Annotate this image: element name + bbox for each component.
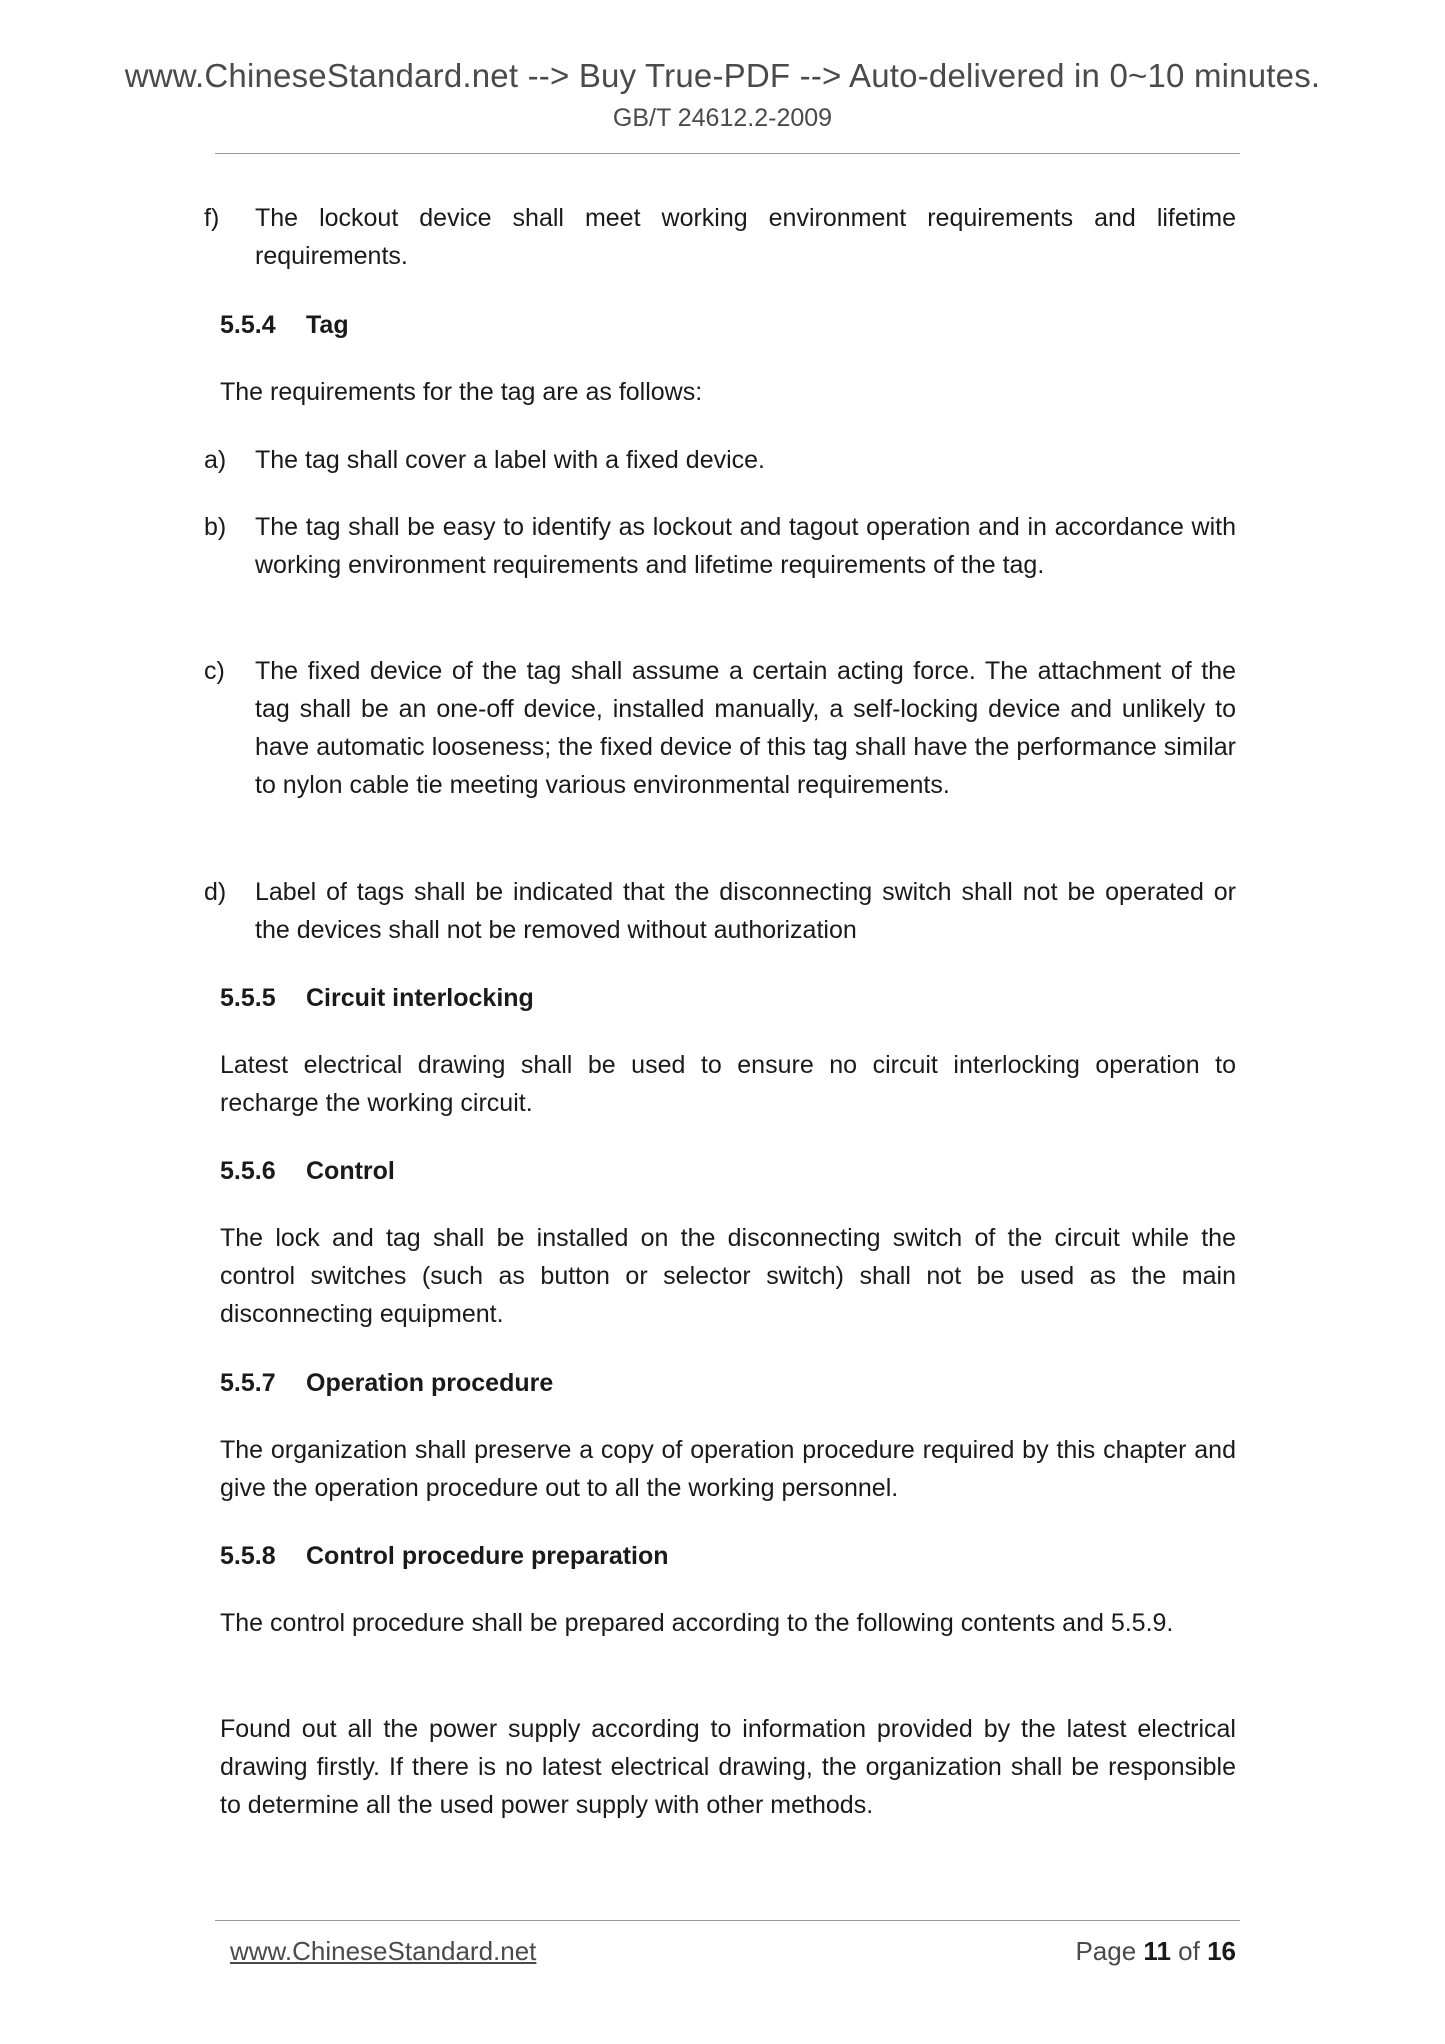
paragraph: Found out all the power supply according to information provided by the latest electrical drawing firstly. If there is no latest electrical drawing, the organization shall be responsible to determine all the used power supply with other methods. (220, 1715, 1236, 1819)
list-marker: a) (204, 446, 227, 474)
paragraph: The lock and tag shall be installed on the disconnecting switch of the circuit while the control switches (such as button or selector switch) shall not be used as the main disconnecting equipment. (220, 1224, 1236, 1328)
section-number: 5.5.5 (220, 984, 276, 1012)
list-item-text: The tag shall be easy to identify as lockout and tagout operation and in accordance with working environment requirements and lifetime requirements of the tag. (255, 513, 1236, 579)
list-item-text: The lockout device shall meet working environment requirements and lifetime requirements. (255, 204, 1236, 270)
total-pages: 16 (1207, 1936, 1236, 1966)
list-item-b (204, 508, 1236, 584)
list-marker: f) (204, 204, 220, 232)
list-item-text: The tag shall cover a label with a fixed device. (255, 446, 765, 474)
page-label: Page (1075, 1936, 1137, 1966)
section-title: Operation procedure (306, 1369, 554, 1397)
paragraph: The requirements for the tag are as follows: (220, 378, 703, 406)
footer-divider (215, 1920, 1240, 1921)
footer-website-link[interactable]: www.ChineseStandard.net (230, 1936, 537, 1966)
paragraph: The control procedure shall be prepared according to the following contents and 5.5.9. (220, 1609, 1174, 1637)
document-code: GB/T 24612.2-2009 (612, 104, 833, 132)
section-title: Circuit interlocking (306, 984, 534, 1012)
section-heading-5-5-4 (220, 306, 349, 344)
section-heading-5-5-7 (220, 1364, 553, 1402)
section-number: 5.5.4 (220, 311, 276, 339)
list-item-text: Label of tags shall be indicated that the disconnecting switch shall not be operated or the devices shall not be removed without authorization (255, 878, 1236, 944)
section-heading-5-5-8 (220, 1537, 669, 1575)
section-heading-5-5-6 (220, 1152, 395, 1190)
list-marker: c) (204, 657, 225, 685)
section-title: Control (306, 1157, 395, 1185)
section-title: Control procedure preparation (306, 1542, 669, 1570)
list-item-d (204, 873, 1236, 949)
of-label: of (1178, 1936, 1200, 1966)
section-number: 5.5.6 (220, 1157, 276, 1185)
list-marker: b) (204, 513, 227, 541)
page-header (0, 56, 1445, 134)
paragraph: The organization shall preserve a copy of operation procedure required by this chapter and give the operation procedure out to all the working personnel. (220, 1436, 1236, 1502)
section-heading-5-5-5 (220, 979, 534, 1017)
page-number (1075, 1936, 1236, 1967)
paragraph: Latest electrical drawing shall be used to ensure no circuit interlocking operation to recharge the working circuit. (220, 1051, 1236, 1117)
section-title: Tag (306, 311, 349, 339)
section-number: 5.5.8 (220, 1542, 276, 1570)
list-item-a (204, 441, 1236, 479)
purchase-banner[interactable]: www.ChineseStandard.net --> Buy True-PDF --> Auto-delivered in 0~10 minutes. (124, 57, 1321, 94)
header-divider (215, 153, 1240, 154)
list-item-f (204, 199, 1236, 275)
list-item-text: The fixed device of the tag shall assume a certain acting force. The attachment of the tag shall be an one-off device, installed manually, a self-locking device and unlikely to have automatic looseness; the fixed device of this tag shall have the performance similar to nylon cable tie meeting various environmental requirements. (255, 657, 1236, 799)
list-marker: d) (204, 878, 227, 906)
section-number: 5.5.7 (220, 1369, 276, 1397)
current-page: 11 (1143, 1936, 1171, 1966)
list-item-c (204, 652, 1236, 804)
